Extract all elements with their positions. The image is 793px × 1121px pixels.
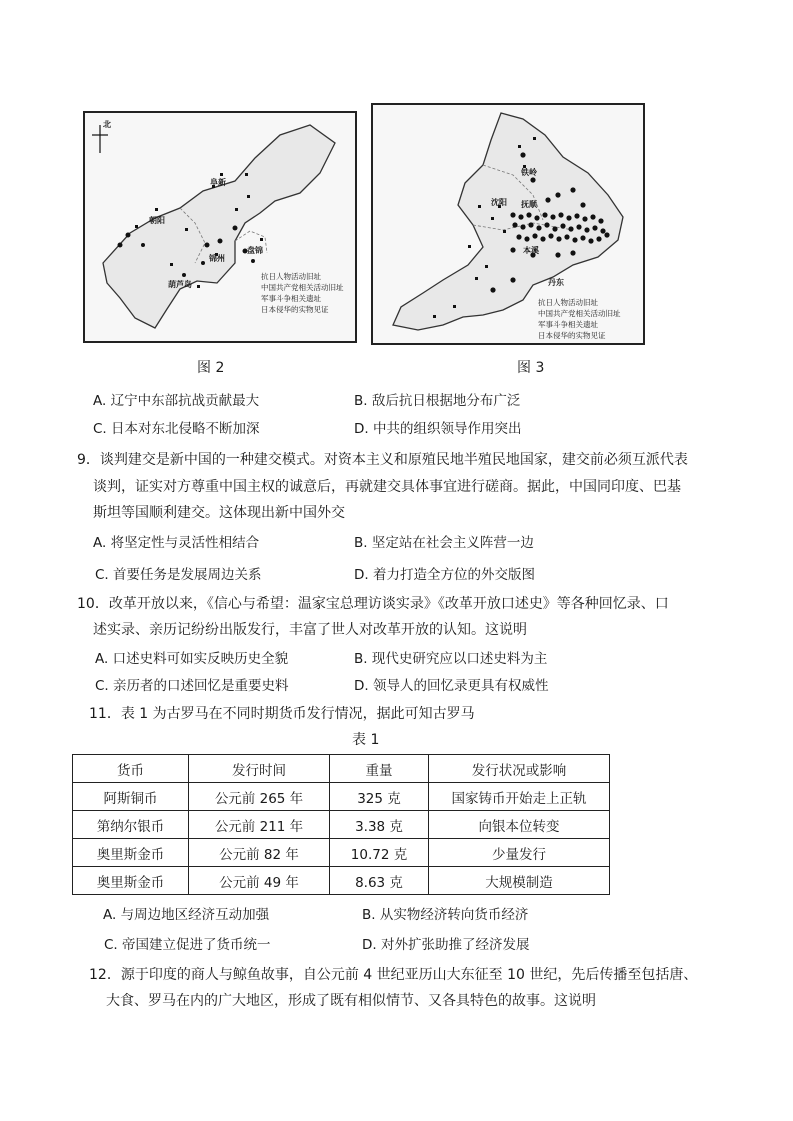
- figure-2-caption: 图 2: [197, 360, 225, 376]
- q11-option-d: D. 对外扩张助推了经济发展: [362, 937, 530, 953]
- table-header-cell: 发行状况或影响: [429, 755, 610, 783]
- table-1-title: 表 1: [352, 732, 380, 748]
- table-cell: 国家铸币开始走上正轨: [429, 783, 610, 811]
- table-cell: 8.63 克: [330, 867, 429, 895]
- legend-item: 军事斗争相关遗址: [261, 294, 321, 303]
- q9-option-d: D. 着力打造全方位的外交版图: [354, 567, 535, 583]
- map-3-label-tieling: 铁岭: [521, 168, 537, 177]
- table-row: [73, 839, 610, 867]
- q9-line-1: 9．谈判建交是新中国的一种建交模式。对资本主义和原殖民地半殖民地国家，建交前必须互派代表: [77, 452, 688, 468]
- table-cell: 3.38 克: [330, 811, 429, 839]
- table-cell: 少量发行: [429, 839, 610, 867]
- legend-item: 抗日人物活动旧址: [261, 272, 321, 281]
- table-cell: 阿斯铜币: [73, 783, 189, 811]
- map-3-label-benxi: 本溪: [523, 246, 539, 255]
- q10-option-c: C. 亲历者的口述回忆是重要史料: [95, 678, 289, 694]
- q11-option-a: A. 与周边地区经济互动加强: [103, 907, 270, 923]
- q10-option-b: B. 现代史研究应以口述史料为主: [354, 651, 548, 667]
- table-cell: 大规模制造: [429, 867, 610, 895]
- table-row: [73, 811, 610, 839]
- table-cell: 公元前 49 年: [189, 867, 330, 895]
- legend-item: 抗日人物活动旧址: [538, 298, 598, 307]
- table-1: [72, 754, 610, 895]
- legend-item: 中国共产党相关活动旧址: [538, 309, 621, 318]
- q9-line-3: 斯坦等国顺利建交。这体现出新中国外交: [93, 505, 345, 521]
- q12-line-1: 12．源于印度的商人与鲸鱼故事，自公元前 4 世纪亚历山大东征至 10 世纪，先后传播至包括唐、: [89, 967, 698, 983]
- map-3-label-shenyang: 沈阳: [491, 198, 507, 207]
- q8-option-a: A. 辽宁中东部抗战贡献最大: [93, 393, 260, 409]
- table-header-cell: 货币: [73, 755, 189, 783]
- q8-option-c: C. 日本对东北侵略不断加深: [93, 421, 260, 437]
- legend-item: 日本侵华的实物见证: [538, 331, 606, 340]
- figure-3-caption: 图 3: [517, 360, 545, 376]
- table-row: [73, 867, 610, 895]
- q10-line-2: 述实录、亲历记纷纷出版发行，丰富了世人对改革开放的认知。这说明: [93, 622, 527, 638]
- map-3-legend: [538, 297, 621, 341]
- legend-item: 中国共产党相关活动旧址: [261, 283, 344, 292]
- table-cell: 公元前 211 年: [189, 811, 330, 839]
- q9-option-c: C. 首要任务是发展周边关系: [95, 567, 262, 583]
- table-cell: 10.72 克: [330, 839, 429, 867]
- map-2-legend: [261, 271, 344, 315]
- map-2-label-jinzhou: 锦州: [209, 254, 225, 263]
- map-2-label-huludao: 葫芦岛: [168, 280, 192, 289]
- q10-option-a: A. 口述史料可如实反映历史全貌: [95, 651, 289, 667]
- q9-option-b: B. 坚定站在社会主义阵营一边: [354, 535, 534, 551]
- figure-3-map: [371, 103, 645, 345]
- q8-option-d: D. 中共的组织领导作用突出: [354, 421, 522, 437]
- table-cell: 向银本位转变: [429, 811, 610, 839]
- legend-item: 日本侵华的实物见证: [261, 305, 329, 314]
- q9-line-2: 谈判，证实对方尊重中国主权的诚意后，再就建交具体事宜进行磋商。据此，中国同印度、巴基: [93, 479, 681, 495]
- q11-option-b: B. 从实物经济转向货币经济: [362, 907, 529, 923]
- table-cell: 第纳尔银币: [73, 811, 189, 839]
- q12-line-2: 大食、罗马在内的广大地区，形成了既有相似情节、又各具特色的故事。这说明: [106, 993, 596, 1009]
- table-cell: 公元前 82 年: [189, 839, 330, 867]
- q11-stem: 11．表 1 为古罗马在不同时期货币发行情况，据此可知古罗马: [89, 706, 475, 722]
- figure-2-map: [83, 111, 357, 343]
- table-header-row: [73, 755, 610, 783]
- map-2-label-fuxin: 阜新: [210, 178, 226, 187]
- map-3-label-fushun: 抚顺: [521, 200, 537, 209]
- q10-line-1: 10．改革开放以来，《信心与希望：温家宝总理访谈实录》《改革开放口述史》等各种回忆录、口: [77, 596, 669, 612]
- q9-option-a: A. 将坚定性与灵活性相结合: [93, 535, 260, 551]
- table-header-cell: 发行时间: [189, 755, 330, 783]
- legend-item: 军事斗争相关遗址: [538, 320, 598, 329]
- map-3-label-dandong: 丹东: [548, 278, 564, 287]
- map-2-north-label: 北: [103, 120, 111, 129]
- table-row: [73, 783, 610, 811]
- q11-option-c: C. 帝国建立促进了货币统一: [104, 937, 271, 953]
- table-cell: 奥里斯金币: [73, 867, 189, 895]
- table-header-cell: 重量: [330, 755, 429, 783]
- map-2-label-panjin: 盘锦: [247, 246, 263, 255]
- table-cell: 公元前 265 年: [189, 783, 330, 811]
- map-2-label-chaoyang: 朝阳: [149, 216, 165, 225]
- table-cell: 325 克: [330, 783, 429, 811]
- table-cell: 奥里斯金币: [73, 839, 189, 867]
- q10-option-d: D. 领导人的回忆录更具有权威性: [354, 678, 549, 694]
- q8-option-b: B. 敌后抗日根据地分布广泛: [354, 393, 521, 409]
